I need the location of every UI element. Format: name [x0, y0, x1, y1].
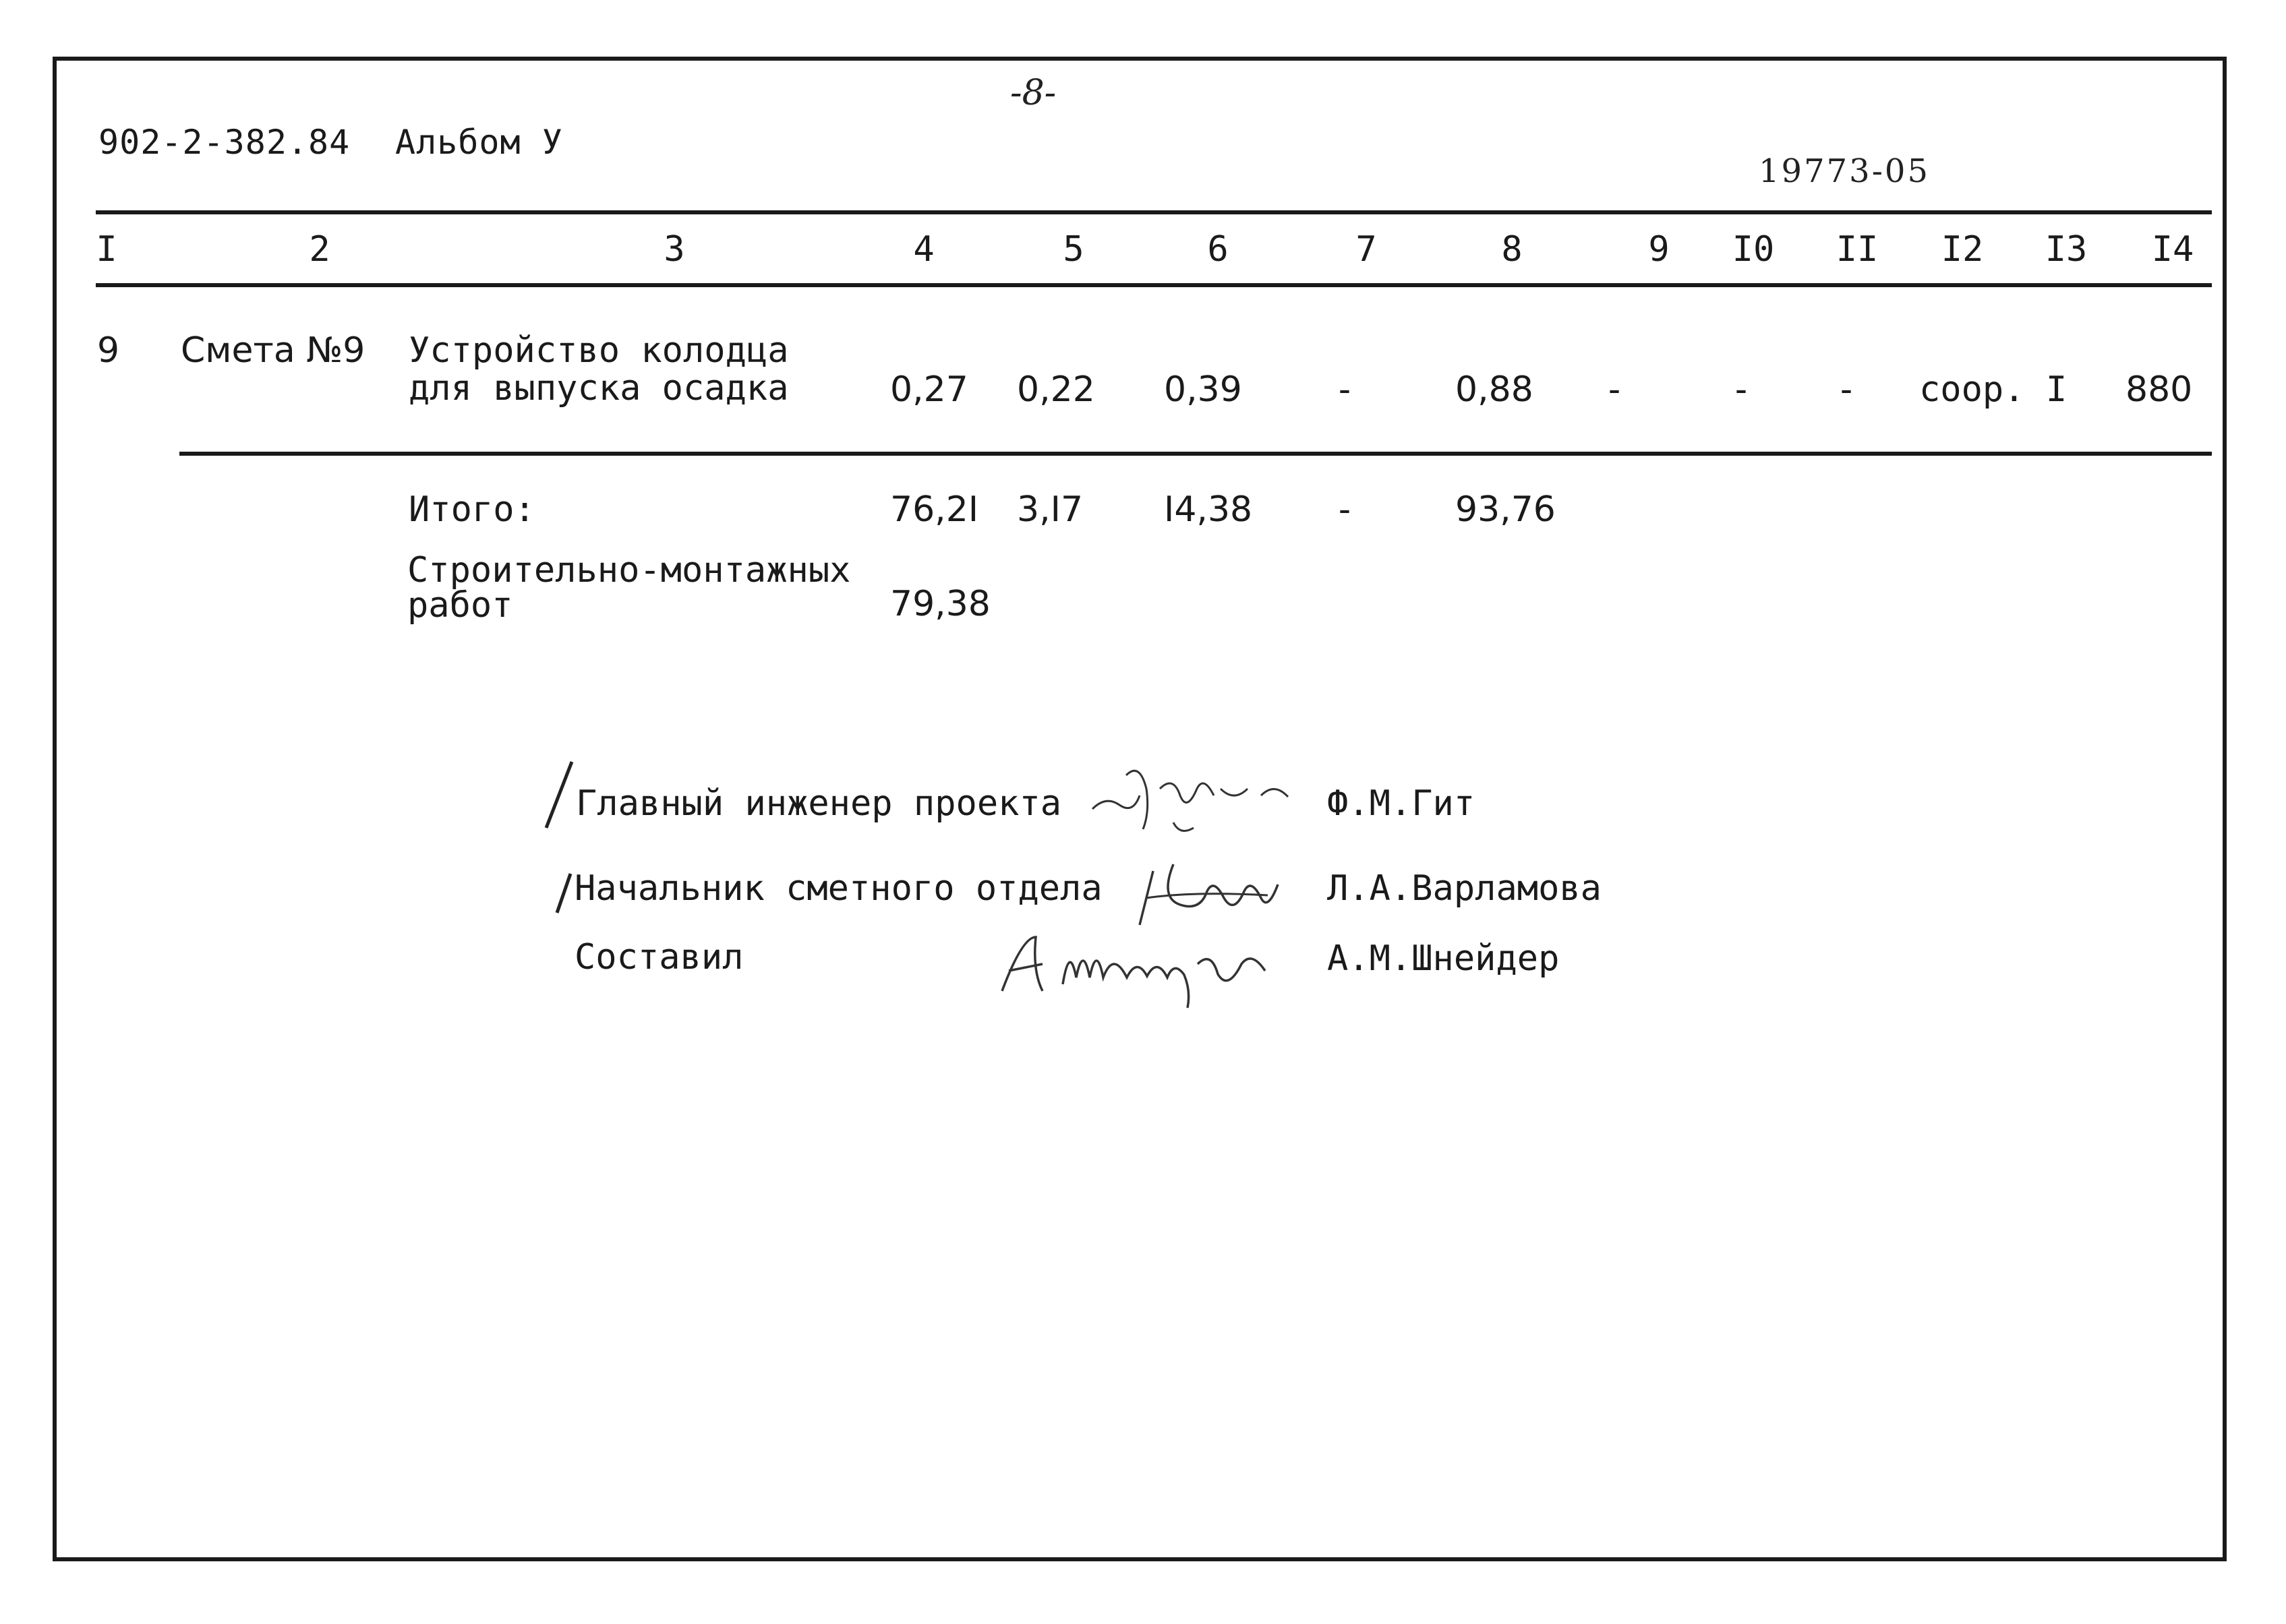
slash-mark: [550, 870, 577, 917]
column-number: 8: [1501, 229, 1523, 270]
signatory-name: А.М.Шнейдер: [1327, 938, 1560, 979]
cell-col6: 0,39: [1164, 369, 1242, 410]
cell-col14: 880: [2126, 369, 2193, 410]
document-code: 902-2-382.84: [98, 123, 351, 162]
cell-col5: 0,22: [1017, 369, 1095, 410]
column-number: 2: [309, 229, 330, 270]
signature-scribble: [1079, 748, 1301, 849]
row-description-line1: Устройство колодца: [409, 330, 789, 371]
column-number: I0: [1732, 229, 1775, 270]
total-col4: 76,2I: [890, 489, 979, 530]
row-description-line2: для выпуска осадка: [409, 368, 789, 409]
construction-label-line1: Строительно-монтажных: [407, 550, 851, 591]
header-top-rule: [96, 210, 2212, 214]
album-label: Альбом У: [395, 123, 563, 162]
column-number: II: [1836, 229, 1879, 270]
construction-label-line2: работ: [407, 585, 513, 626]
total-col7: -: [1334, 489, 1355, 530]
total-col5: 3,I7: [1017, 489, 1084, 530]
cell-col10: -: [1730, 369, 1752, 410]
cell-col11: -: [1836, 369, 1857, 410]
column-number: 7: [1355, 229, 1377, 270]
row-number: 9: [97, 330, 120, 371]
signatory-role: Составил: [575, 937, 744, 978]
cell-col4: 0,27: [890, 369, 968, 410]
column-number: I2: [1941, 229, 1984, 270]
cell-col12-13: соор. I: [1919, 369, 2068, 410]
column-number: 5: [1063, 229, 1084, 270]
cell-col8: 0,88: [1455, 369, 1533, 410]
signatory-role: Начальник сметного отдела: [575, 868, 1103, 909]
total-label: Итого:: [409, 489, 535, 530]
cell-col9: -: [1604, 369, 1625, 410]
cell-col7: -: [1334, 369, 1355, 410]
totals-separator: [179, 452, 2212, 456]
page-number: -8-: [1010, 73, 1057, 113]
construction-col4: 79,38: [890, 584, 991, 624]
column-number: I3: [2045, 229, 2088, 270]
column-number: 9: [1648, 229, 1670, 270]
slash-mark: [539, 758, 580, 832]
estimate-label: Смета №9: [181, 330, 365, 371]
column-number: I: [96, 229, 117, 270]
header-bottom-rule: [96, 283, 2212, 287]
signature-scribble: [995, 924, 1279, 1011]
signatory-name: Л.А.Варламова: [1327, 868, 1602, 909]
column-number: 6: [1207, 229, 1229, 270]
column-number: I4: [2151, 229, 2194, 270]
total-col6: I4,38: [1164, 489, 1253, 530]
column-number: 3: [664, 229, 685, 270]
signatory-name: Ф.М.Гит: [1327, 783, 1475, 824]
stamp-number: 19773-05: [1759, 152, 1930, 190]
total-col8: 93,76: [1455, 489, 1556, 530]
column-number: 4: [913, 229, 935, 270]
signatory-role: Главный инженер проекта: [576, 783, 1062, 824]
